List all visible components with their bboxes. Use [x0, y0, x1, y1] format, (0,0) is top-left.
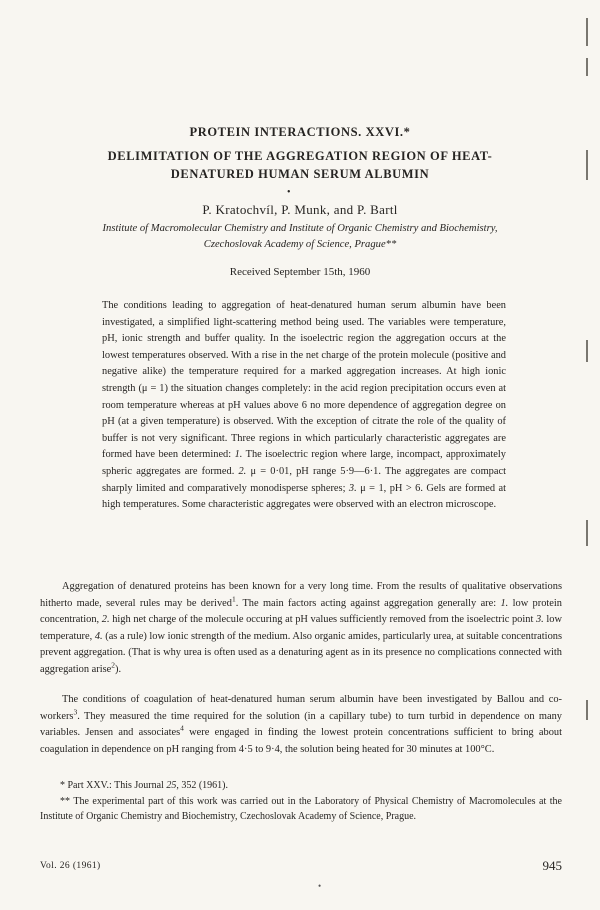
page-number: 945: [542, 858, 562, 873]
p1-text-g: ).: [115, 663, 122, 675]
abstract-num-2: 2.: [238, 465, 247, 477]
abstract-text-2: The isoelectric region where large, incompact, approximately spheric aggregates are formed.: [102, 449, 506, 477]
authors: P. Kratochvíl, P. Munk, and P. Bartl: [202, 202, 398, 217]
received-date: Received September 15th, 1960: [229, 266, 371, 278]
separator-dot: •: [287, 187, 291, 198]
volume-footer: Vol. 26 (1961): [40, 861, 101, 871]
affiliation-line-2: Czechoslovak Academy of Science, Prague**: [203, 239, 397, 250]
body-paragraph-2: [40, 692, 562, 758]
p1-text-e: low temperature,: [40, 614, 562, 642]
abstract-text-4: μ = 1, pH > 6. Gels are formed at high temperatures. Some characteristic aggregates were observed with an electron microscope.: [102, 482, 507, 511]
ref-3: 3: [73, 707, 78, 717]
footnote-1: [40, 779, 562, 794]
body-paragraph-1: [40, 579, 562, 679]
abstract: [102, 298, 506, 514]
footnote-1-text-b: , 352 (1961).: [176, 780, 228, 791]
footnote-1-text-a: * Part XXV.: This Journal: [60, 780, 167, 791]
scan-edge-mark: [586, 520, 588, 546]
scan-edge-mark: [586, 150, 588, 180]
scan-edge-mark: [586, 18, 588, 46]
p1-text-f: (as a rule) low ionic strength of the medium. Also organic amides, particularly urea, at suitable concentrations prevent aggregation. (That is why urea is often used as a denaturing agent as in its presence no complications connected with aggregation arise: [40, 630, 562, 675]
abstract-text-1: The conditions leading to aggregation of heat-denatured human serum albumin have been investigated, a simplified light-scattering method being used. The variables were temperature, pH, ionic strength and buffer quality. In the isoelectric region the aggregation occurs at the lowest temperatures observed. With a rise in the net charge of the protein molecule (positive and negative alike) the temperature required for a marked aggregation increases. At high ionic strength (μ = 1) the situation changes completely: in the acid region precipitation occurs even at room temperature whereas at pH values above 6 no more dependence of aggregation degree on pH (at a given temperature) is observed. With the exception of citrate the role of the quality of buffer is not very significant. Three regions in which particularly characteristic aggregates are formed have been determined:: [102, 300, 506, 461]
p1-num-3: 3.: [535, 614, 544, 626]
title-line-2: DELIMITATION OF THE AGGREGATION REGION OF HEAT-: [107, 149, 493, 163]
scan-edge-mark: [586, 340, 588, 362]
affiliation: [40, 221, 560, 253]
p1-num-4: 4.: [94, 630, 103, 642]
p2-text-b: . They measured the time required for the solution (in a capillary tube) to turn turbid in dependence on many variables. Jensen and associates: [40, 710, 562, 739]
affiliation-line-1: Institute of Macromolecular Chemistry and Institute of Organic Chemistry and Biochemistry,: [102, 223, 498, 234]
abstract-text-3: μ = 0·01, pH range 5·9—6·1. The aggregates are compact sharply limited and comparatively monodisperse spheres;: [102, 465, 506, 494]
p1-text-d: high net charge of the molecule occuring at pH values sufficiently removed from the isoelectric point: [109, 614, 536, 626]
p1-num-2: 2.: [101, 614, 110, 626]
ref-2: 2: [111, 660, 115, 670]
p1-text-c: low protein concentration,: [40, 597, 562, 626]
scan-speck: •: [318, 881, 322, 891]
title-line-1: PROTEIN INTERACTIONS. XXVI.*: [189, 125, 411, 139]
p2-text-c: were engaged in finding the lowest protein concentrations sufficient to bring about coagulation in dependence on pH ranging from 4·5 to 9·4, the solution being heated for 30 minutes at 100°C.: [40, 727, 562, 755]
scan-edge-mark: [586, 58, 588, 76]
abstract-num-3: 3.: [348, 482, 357, 494]
title-line-3: DENATURED HUMAN SERUM ALBUMIN: [170, 167, 430, 181]
p2-text-a: The conditions of coagulation of heat-denatured human serum albumin have been investigated by Ballou and co-workers: [40, 694, 562, 722]
p1-num-1: 1.: [500, 597, 509, 609]
p1-text-b: . The main factors acting against aggregation generally are:: [235, 597, 501, 609]
ref-1: 1: [231, 594, 236, 604]
p1-text-a: Aggregation of denatured proteins has been known for a very long time. From the results of qualitative observations hitherto made, several rules may be derived: [40, 581, 562, 609]
abstract-num-1: 1.: [234, 449, 243, 461]
footnote-1-volume: 25: [166, 780, 177, 791]
scan-edge-mark: [586, 700, 588, 720]
ref-4: 4: [180, 723, 184, 733]
footnote-2: ** The experimental part of this work was carried out in the Laboratory of Physical Chemistry of Macromolecules at the Institute of Organic Chemistry and Biochemistry, Czechoslovak Academy of Science, Prague.: [40, 796, 562, 822]
